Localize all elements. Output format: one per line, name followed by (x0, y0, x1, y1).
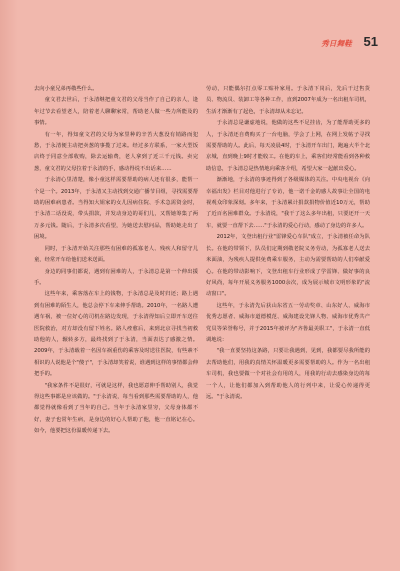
paragraph: 渐渐地，于永清的事迹得到了各级媒体的关注。中央电视台《向幸福出发》栏目对他进行了专访，他一诺千金的感人故事让全国的电视观众印象深刻。多年来，于永清累计捐款捐物价值近10万元，帮助了近百名困难群众。于永清说，"我干了这么多年出租，只要还开一天车，就要一直帮下去……"于永清的爱心行动，感动了身边的许多人。 (206, 177, 370, 229)
paragraph: 身边的同事们都说，遇到有困难的人，于永清总是第一个伸出援手。 (34, 268, 198, 286)
paragraph: 于永清总是谦虚地说，他做的这些不足挂齿，为了能帮助更多的人，于永清还自费购买了一台电脑，学会了上网，在网上发帖子寻找需要帮助的人。此后，每天凌晨4时，于永清开车出门，跑遍大半个北京城，直到晚上9时才能收工。在他的车上，乘客们经常能看到各种救助信息，于永清总是热情地向乘客介绍，希望大家一起献出爱心。 (206, 120, 370, 172)
paragraph: 去向小童兄弟再敬些什么。 (34, 86, 98, 92)
paragraph: 这些年来，乘客落在车上的钱物，于永清总是及时归还；路上遇到有困难的陌生人，他总会停下车来伸手帮助。2010年，一名路人遭遇车祸，被一位好心的司机在路边发现，于永清得知后立即开车送往医院救治，对方却没有留下姓名。路人痊愈后，来到北京寻找当初救助他的人，辗转多方，最终找到了于永清，当面表达了感激之情。2009年，于永清载着一名因车祸重伤的乘客及时送往医院，有些素不相识的人说他是个"傻子"，于永清却笑着说，谁遇到这样的事情都会伸把手的。 (34, 291, 198, 378)
paragraph: 这些年，于永清先后获山东省五一劳动奖章、山东好人、威海市优秀志愿者、威海市道德模范、威海建设先锋人物、威海市优秀共产党员等荣誉称号，并于2015年被评为"齐鲁最美职工"，于永清一直低调地说： (206, 302, 370, 343)
page-header (258, 36, 378, 52)
binding-shadow (0, 0, 18, 571)
paragraph: 童文君去世后，于永清继把童文君的父母当作了自己的亲人，逢年过节去看望老人，陪着老人聊聊家常，帮助老人做一些力所能及的事情。 (34, 97, 198, 127)
left-column (34, 84, 198, 554)
page-number: 51 (363, 34, 378, 49)
paragraph: 同时，于永清开始关注那些有困难的孤寡老人、残疾人和留守儿童，经常开车给他们送米送面。 (34, 245, 198, 264)
paragraph: "我一直要坚持这条路，只要让我遇到，见到，我都要尽我所能的去帮助他们，用我的真情关怀温暖更多需要帮助的人。作为一名出租车司机，我也要做一个对社会有用的人，用我的行动去感染身边的每一个人，让他们都加入到帮助他人的行列中来，让爱心传递得更远。"于永清说。 (206, 348, 370, 400)
paragraph: 于永清心里清楚，像小童这样需要帮助的病人还有很多，能帮一个是一个。2013年，于永清又主动找到交通广播节目组，寻找需要帮助的困难病患者。当得知大姐家的女儿因病住院、手术急需资金时，于永清二话没说，带头捐款，并发动身边的哥们儿，又帮她筹集了两万多元钱。随后，于永清多次看望，为她送去慰问品，帮助她走出了困境。 (34, 177, 198, 241)
paragraph: 有一年，得知童文君的父母为家里种的辛苦大葱没有销路而犯愁，于永清便主动把卖葱的事揽了过来。经过多方联系，一家大型饭店终于同意全部收购，除去运输费，老人拿到了近三千元钱。卖完葱，童文君的父母拉着于永清的手，感动得说不出话来…… (34, 131, 198, 172)
paragraph: "我家条件不是很好，可就是这样，我也愿意伸手帮助别人，我觉得这些事都是应该做的。"于永清说，每当看到那些需要帮助的人，他都觉得就像看到了当年的自己。当年于永清家里穷，父母身体都不好，妻子也常年生病，是身边的好心人帮助了他，他一直铭记在心。如今，他要把这份温暖传递下去。 (34, 382, 198, 435)
paragraph: 2012年，文登出租行业"雷锋爱心车队"成立，于永清被任命为队长。在他的带领下，队员们定期到敬老院义务劳动，为孤寡老人送去米面油，为残疾人提供免费乘车服务，主动为需要帮助的人们奉献爱心。在他的带动影响下，文登出租车行业形成了学雷锋、做好事的良好风尚，每年开展义务服务1000余次，成为展示城市文明形象的"流动窗口"。 (206, 234, 370, 298)
section-label: 秀日舞鞋 (321, 39, 352, 48)
paragraph: 劳动，只能偶尔打点零工贴补家用。于永清下岗后，先后干过售货员、物流员、装卸工等各种工作，直到2007年成为一名出租车司机，生活才渐渐有了起色，于永清却从未忘记。 (206, 86, 370, 115)
right-column (206, 84, 370, 554)
